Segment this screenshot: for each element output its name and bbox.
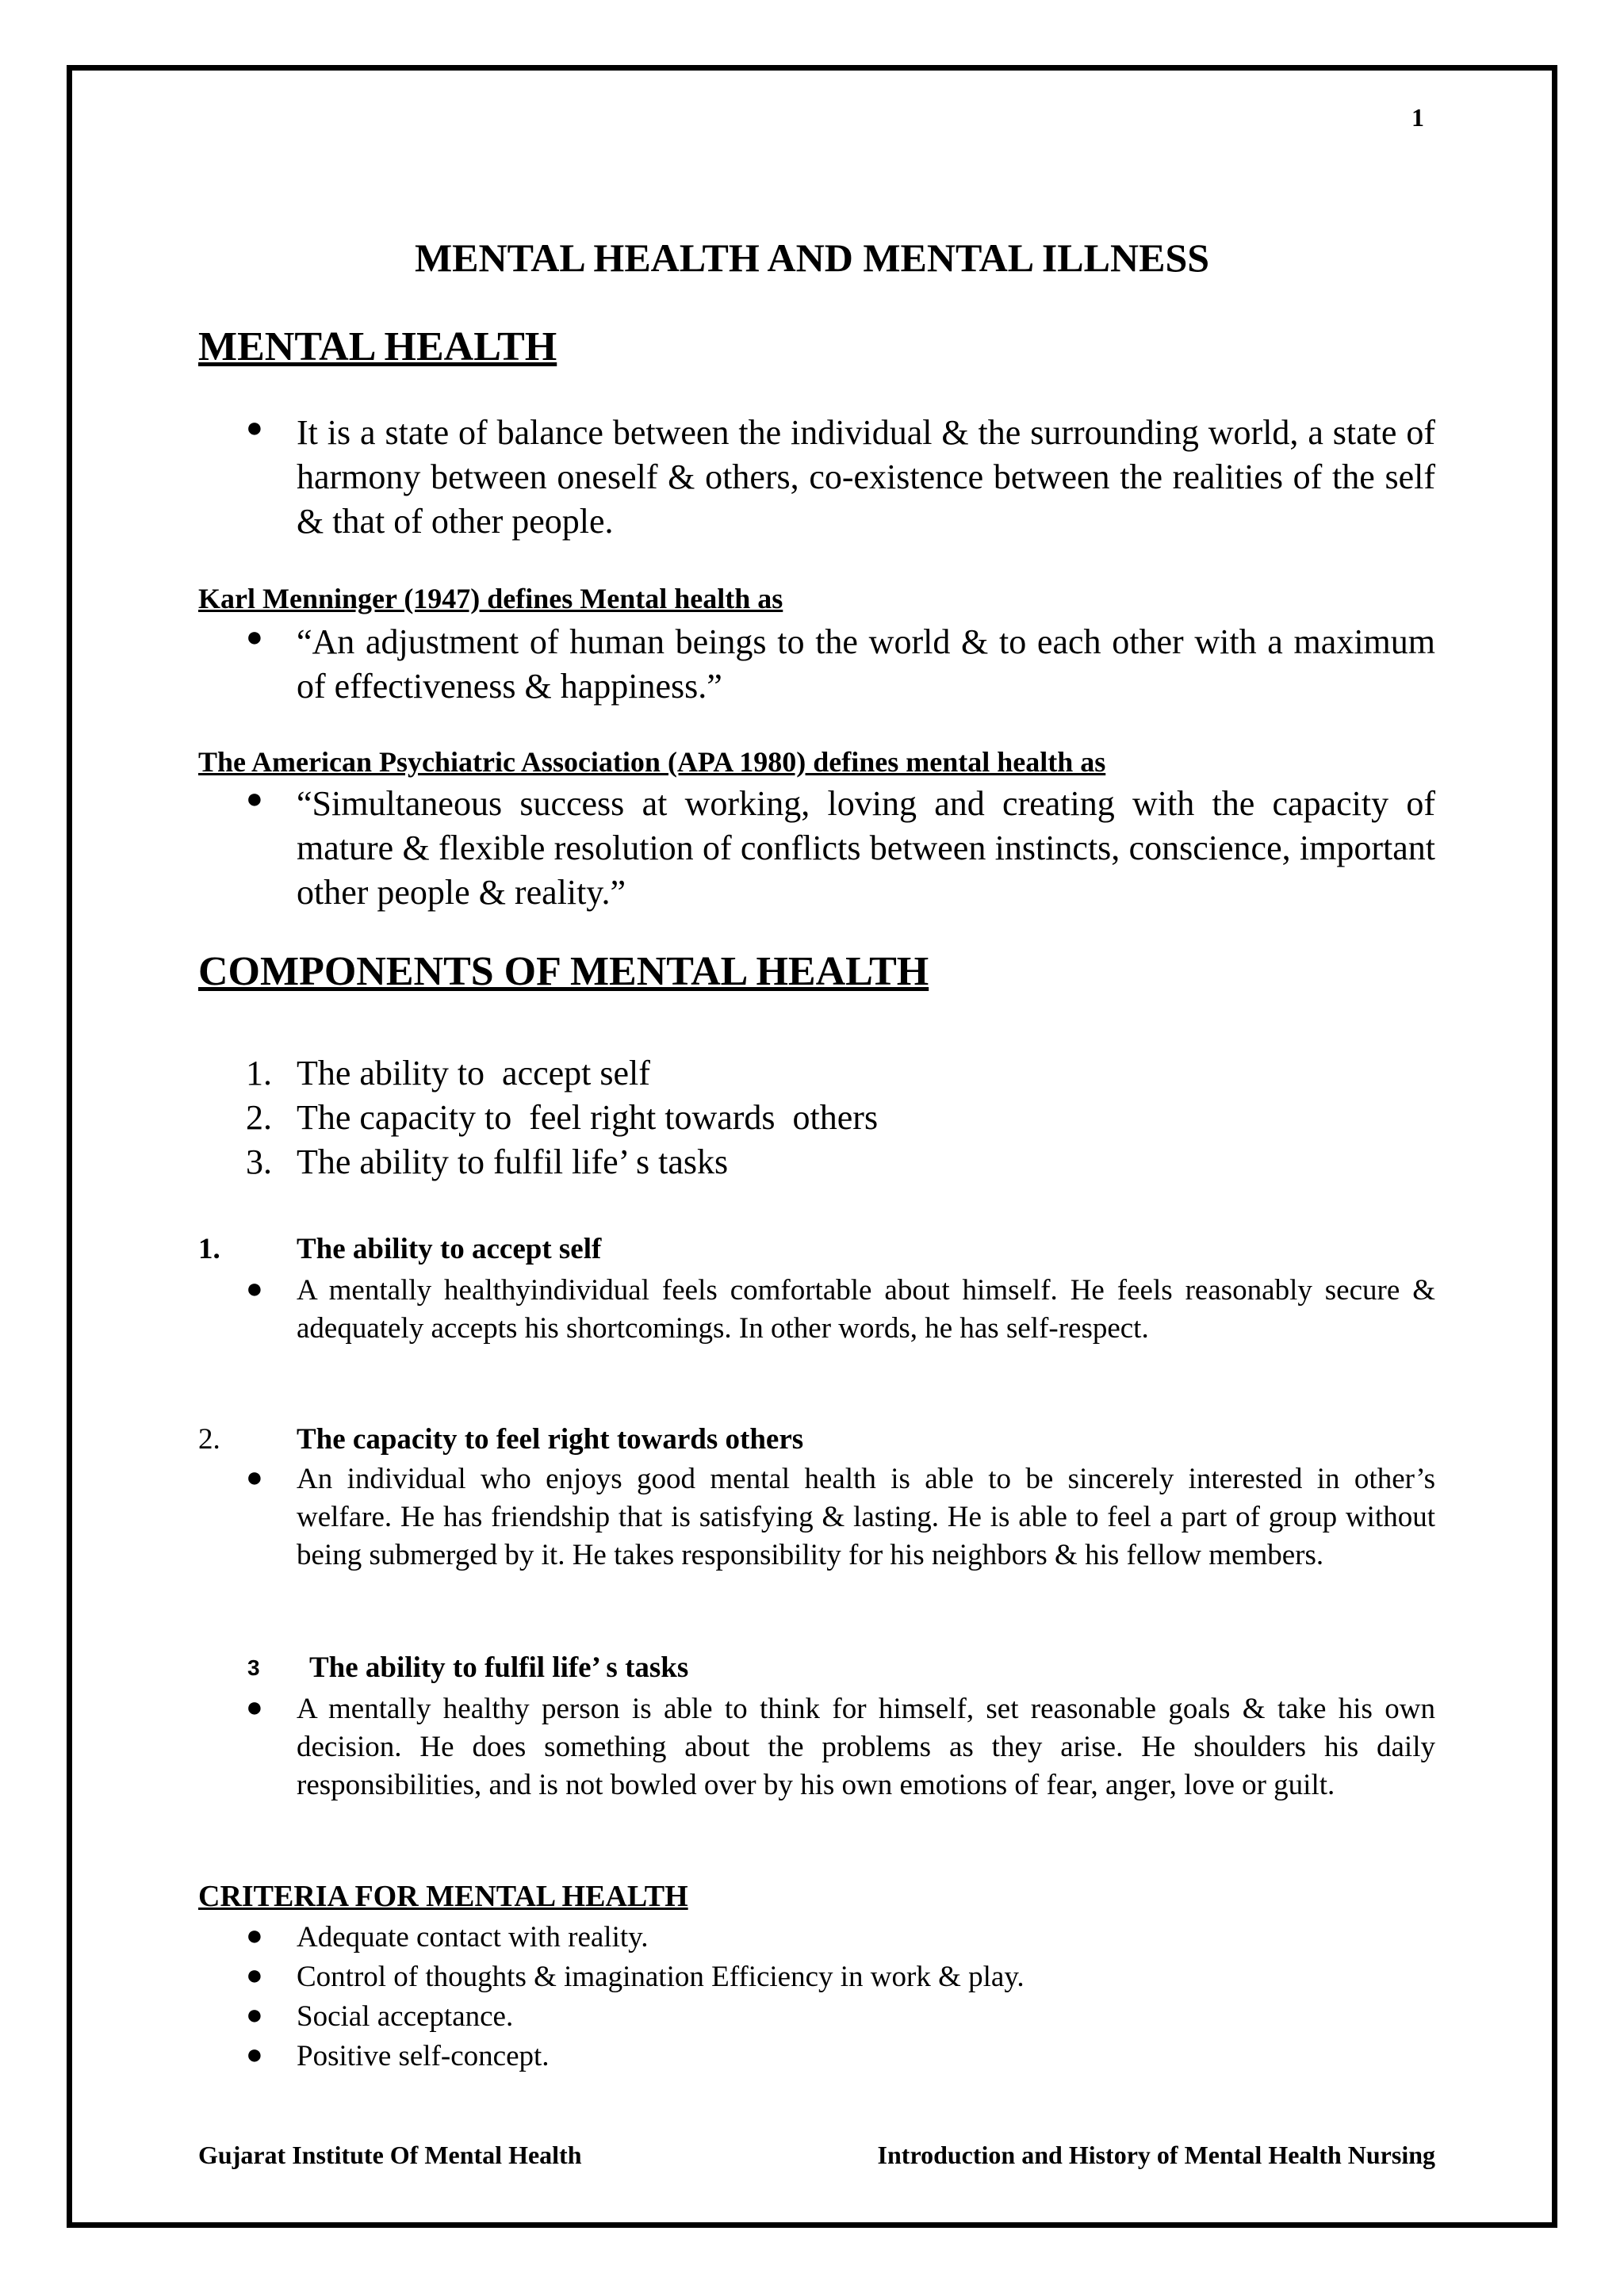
detail-title: The ability to accept self <box>297 1233 602 1265</box>
bullet-icon: ● <box>246 1999 263 2030</box>
list-item <box>198 1919 1435 1958</box>
bullet-icon: ● <box>246 1461 263 1493</box>
list-item <box>198 411 1435 545</box>
list-item <box>198 1958 1435 1998</box>
footer-right: Introduction and History of Mental Health Nursing <box>877 2141 1435 2169</box>
list-item <box>198 1460 1435 1619</box>
detail-heading <box>198 1422 1435 1459</box>
criteria-text: Social acceptance. <box>297 2000 514 2033</box>
list-item <box>198 2038 1435 2077</box>
detail-heading <box>198 1232 1435 1269</box>
bullet-icon: ● <box>246 621 263 652</box>
bullet-icon: ● <box>246 1959 263 1991</box>
bullet-icon: ● <box>246 783 263 814</box>
detail-number: 1. <box>198 1233 220 1265</box>
subheading-apa: The American Psychiatric Association (APA 1980) defines mental health as <box>198 746 1106 778</box>
definition-text: It is a state of balance between the individual & the surrounding world, a state of harmony between oneself & others, co-existence between the realities of the self & that of other people. <box>297 413 1435 541</box>
criteria-text: Adequate contact with reality. <box>297 1921 649 1954</box>
page-number: 1 <box>1411 103 1424 132</box>
bullet-icon: ● <box>246 2038 263 2070</box>
detail-text: An individual who enjoys good mental health is able to be sincerely interested in other’s welfare. He has friendship that is satisfying & lasting. He is able to feel a part of group without being submerged by it. He takes responsibility for his neighbors & his fellow members. <box>297 1463 1435 1571</box>
list-item <box>198 620 1435 711</box>
footer-left: Gujarat Institute Of Mental Health <box>198 2141 582 2169</box>
list-item <box>198 1272 1435 1391</box>
bullet-icon: ● <box>246 1272 263 1304</box>
list-number: 1. <box>246 1054 272 1093</box>
subheading-menninger: Karl Menninger (1947) defines Mental health as <box>198 583 783 614</box>
criteria-text: Positive self-concept. <box>297 2040 550 2072</box>
bullet-icon: ● <box>246 1691 263 1723</box>
quote-text: “An adjustment of human beings to the world & to each other with a maximum of effectiveness & happiness.” <box>297 622 1435 706</box>
detail-number: 3 <box>247 1655 260 1680</box>
detail-text: A mentally healthyindividual feels comfortable about himself. He feels reasonably secure & adequately accepts his shortcomings. In other words, he has self-respect. <box>297 1274 1435 1345</box>
list-number: 2. <box>246 1098 272 1137</box>
detail-title: The ability to fulfil life’ s tasks <box>309 1651 689 1684</box>
list-text: The ability to accept self <box>297 1054 650 1093</box>
section-heading-components: COMPONENTS OF MENTAL HEALTH <box>198 949 929 994</box>
bullet-icon: ● <box>246 411 263 443</box>
list-item <box>198 1998 1435 2038</box>
list-number: 3. <box>246 1142 272 1181</box>
list-text: The capacity to feel right towards others <box>297 1098 879 1137</box>
detail-heading <box>198 1651 1435 1687</box>
section-heading-mental-health: MENTAL HEALTH <box>198 324 557 369</box>
list-item <box>198 1690 1435 1849</box>
quote-text: “Simultaneous success at working, loving and creating with the capacity of mature & flexible resolution of conflicts between instincts, conscience, important other people & reality.” <box>297 784 1435 912</box>
section-heading-criteria: CRITERIA FOR MENTAL HEALTH <box>198 1880 688 1913</box>
detail-title: The capacity to feel right towards others <box>297 1423 804 1456</box>
list-text: The ability to fulfil life’ s tasks <box>297 1142 729 1181</box>
detail-text: A mentally healthy person is able to think for himself, set reasonable goals & take his own decision. He does something about the problems as they arise. He shoulders his daily responsibilities, and is not bowled over by his own emotions of fear, anger, love or guilt. <box>297 1693 1435 1801</box>
detail-number: 2. <box>198 1423 220 1456</box>
bullet-icon: ● <box>246 1919 263 1951</box>
criteria-text: Control of thoughts & imagination Efficiency in work & play. <box>297 1961 1025 1993</box>
list-item <box>198 782 1435 916</box>
page-title: MENTAL HEALTH AND MENTAL ILLNESS <box>414 235 1210 280</box>
